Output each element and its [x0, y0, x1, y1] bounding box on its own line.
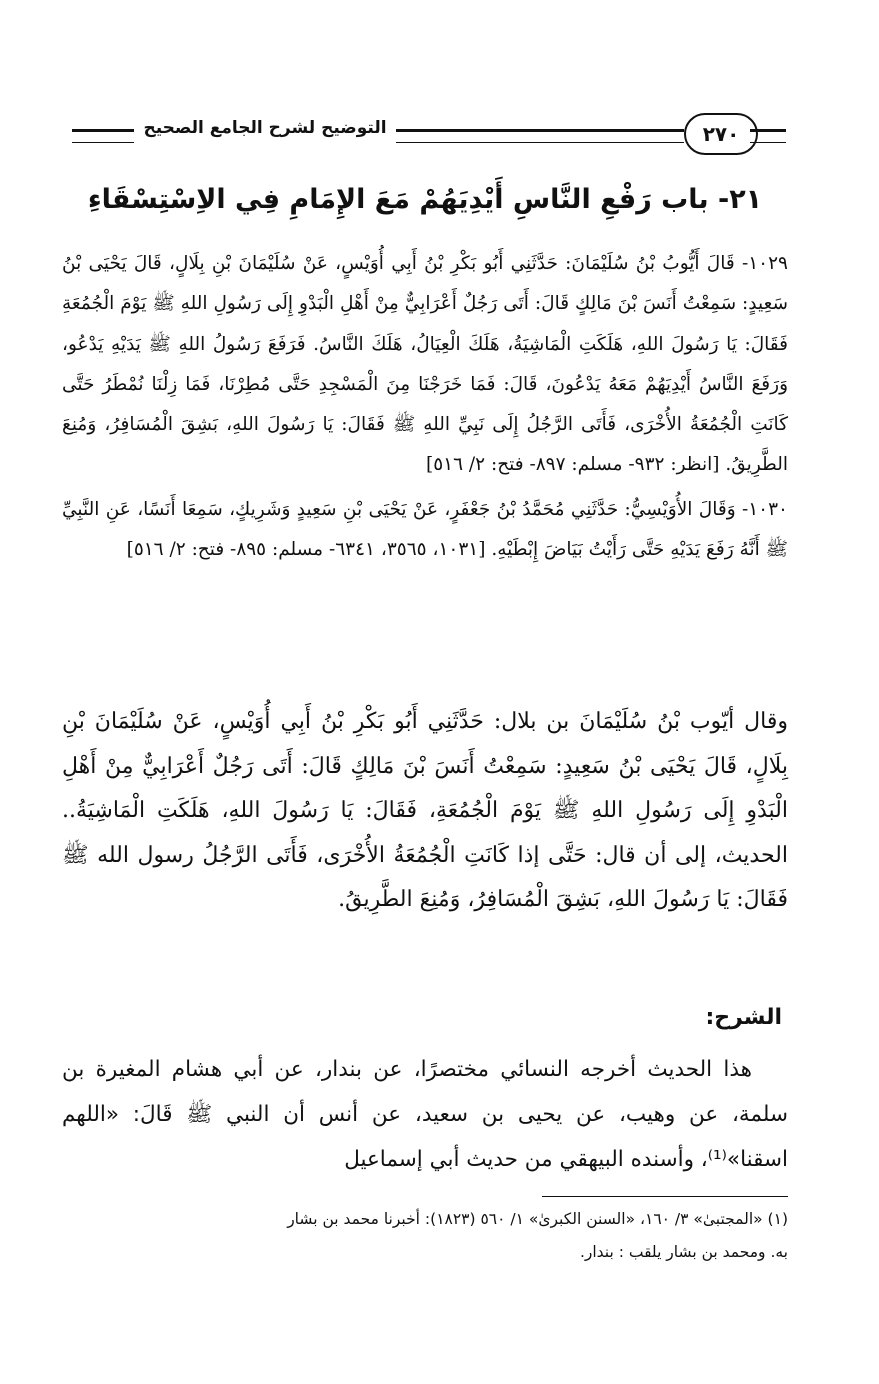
commentary-section: [62, 1047, 788, 1182]
hadith-section: [62, 244, 788, 570]
chapter-title: ٢١- باب رَفْعِ النَّاسِ أَيْدِيَهُمْ مَعَ الإِمَامِ فِي الاِسْتِسْقَاءِ: [87, 184, 763, 215]
running-title: التوضيح لشرح الجامع الصحيح: [143, 118, 387, 138]
hadith-1030-text: ١٠٣٠- وَقَالَ الأُوَيْسِيُّ: حَدَّثَنِي مُحَمَّدُ بْنُ جَعْفَرٍ، عَنْ يَحْيَى بْنِ سَعِيدٍ وَشَرِيكٍ، سَمِعَا أَنَسًا، عَنِ النَّبِيِّ ﷺ أَنَّهُ رَفَعَ يَدَيْهِ حَتَّى رَأَيْتُ بَيَاضَ إِبْطَيْهِ.: [62, 498, 788, 561]
hadith-1029-text: ١٠٢٩- قَالَ أَيُّوبُ بْنُ سُلَيْمَانَ: حَدَّثَنِي أَبُو بَكْرِ بْنُ أَبِي أُوَيْسٍ، عَنْ سُلَيْمَانَ بْنِ بِلَالٍ، قَالَ يَحْيَى بْنُ سَعِيدٍ: سَمِعْتُ أَنَسَ بْنَ مَالِكٍ قَالَ: أَتَى رَجُلٌ أَعْرَابِيٌّ مِنْ أَهْلِ الْبَدْوِ إِلَى رَسُولِ اللهِ ﷺ يَوْمَ الْجُمُعَةِ فَقَالَ: يَا رَسُولَ اللهِ، هَلَكَتِ الْمَاشِيَةُ، هَلَكَ الْعِيَالُ، هَلَكَ النَّاسُ. فَرَفَعَ رَسُولُ اللهِ ﷺ يَدَيْهِ يَدْعُو، وَرَفَعَ النَّاسُ أَيْدِيَهُمْ مَعَهُ يَدْعُونَ، قَالَ: فَمَا خَرَجْنَا مِنَ الْمَسْجِدِ حَتَّى مُطِرْنَا، فَمَا زِلْنَا نُمْطَرُ حَتَّى كَانَتِ الْجُمُعَةُ الأُخْرَى، فَأَتَى الرَّجُلُ إِلَى نَبِيِّ اللهِ ﷺ فَقَالَ: يَا رَسُولَ اللهِ، بَشِقَ الْمُسَافِرُ، وَمُنِعَ الطَّرِيقُ.: [62, 253, 788, 476]
header-rule-right: [750, 129, 786, 143]
hadith-1029: [62, 244, 788, 486]
commentary-paragraph: هذا الحديث أخرجه النسائي مختصرًا، عن بندار، عن أبي هشام المغيرة بن سلمة، عن وهيب، عن يحيى بن سعيد، عن أنس أن النبي ﷺ قَالَ: «اللهم اسقنا»⁽¹⁾، وأسنده البيهقي من حديث أبي إسماعيل: [62, 1057, 788, 1172]
book-page: [62, 0, 788, 1384]
header-rule-middle: [396, 129, 684, 143]
hadith-1029-reference: [انظر: ٩٣٢- مسلم: ٨٩٧- فتح: ٢/ ٥١٦]: [426, 454, 720, 476]
hadith-1030-reference: [١٠٣١، ٣٥٦٥، ٦٣٤١- مسلم: ٨٩٥- فتح: ٢/ ٥١٦]: [126, 539, 486, 561]
page-header: [62, 108, 788, 158]
page-number: ٢٧٠: [684, 113, 758, 155]
hadith-1030: [62, 490, 788, 571]
footnotes: [62, 1203, 788, 1269]
footnote-1-line-2: به. ومحمد بن بشار يلقب : بندار.: [579, 1243, 788, 1261]
commentary-heading: الشرح:: [705, 1005, 782, 1030]
footnote-1-line-1: (١) «المجتبىٰ» ٣/ ١٦٠، «السنن الكبرىٰ» ١/ ٥٦٠ (١٨٢٣): أخبرنا محمد بن بشار: [287, 1210, 788, 1228]
commented-hadith-paragraph: وقال أيّوب بْنُ سُلَيْمَانَ بن بلال: حَدَّثَنِي أَبُو بَكْرِ بْنُ أَبِي أُوَيْسٍ، عَنْ سُلَيْمَانَ بْنِ بِلَالٍ، قَالَ يَحْيَى بْنُ سَعِيدٍ: سَمِعْتُ أَنَسَ بْنَ مَالِكٍ قَالَ: أَتَى رَجُلٌ أَعْرَابِيٌّ مِنْ أَهْلِ الْبَدْوِ إِلَى رَسُولِ اللهِ ﷺ يَوْمَ الْجُمُعَةِ، فَقَالَ: يَا رَسُولَ اللهِ، هَلَكَتِ الْمَاشِيَةُ.. الحديث، إلى أن قال: حَتَّى إذا كَانَتِ الْجُمُعَةُ الأُخْرَى، فَأَتَى الرَّجُلُ رسول الله ﷺ فَقَالَ: يَا رَسُولَ اللهِ، بَشِقَ الْمُسَافِرُ، وَمُنِعَ الطَّرِيقُ.: [62, 709, 788, 912]
footnote-separator: [542, 1196, 788, 1197]
commented-hadith-text: [62, 700, 788, 923]
header-rule-left: [72, 129, 134, 143]
